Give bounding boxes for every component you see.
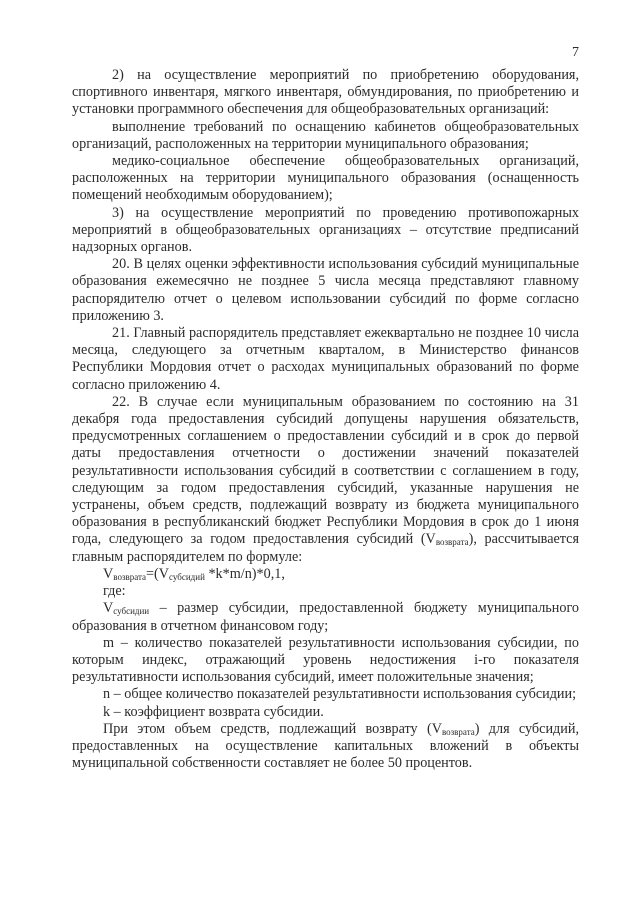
def-v-subsidy <box>72 600 579 634</box>
def-n: n – общее количество показателей результативности использования субсидии; <box>103 686 577 703</box>
para-22-text: 22. В случае если муниципальным образованием по состоянию на 31 декабря года предоставления субсидий допущены нарушения обязательств, предусмотренных соглашением о предоставлении субсидий и в срок до первой даты предоставления отчетности о достижении значений показателей результативности использования субсидий в соответствии с соглашением в году, следующим за годом предоставления субсидий, указанные нарушения не устранены, объем средств, подлежащий возврату из бюджета муниципального образования в республиканский бюджет Республики Мордовия в срок до 1 июня года, следующего за годом предоставления субсидий (V <box>72 393 579 548</box>
page-number: 7 <box>572 45 579 60</box>
para-22-tail: ), рассчитывается главным распорядителем по формуле: <box>72 531 579 565</box>
def-v: V <box>103 600 114 617</box>
def-k: k – коэффициент возврата субсидии. <box>103 703 324 720</box>
formula-where: где: <box>103 583 126 600</box>
para-20: 20. В целях оценки эффективности использования субсидий муниципальные образования ежемесячно не позднее 5 числа месяца представляют главному распорядителю отчет о целевом использовании субсидий по форме согласно приложению 3. <box>72 256 579 324</box>
para-fire-safety: 3) на осуществление мероприятий по проведению противопожарных мероприятий в общеобразовательных организациях – отсутствие предписаний надзорных органов. <box>72 204 579 256</box>
formula-sub-subsidy: субсидий <box>169 571 205 582</box>
formula-v: V <box>103 565 114 582</box>
formula-eq: =(V <box>146 565 170 582</box>
document-body <box>72 67 579 772</box>
para-21: 21. Главный распорядитель представляет ежеквартально не позднее 10 числа месяца, следующего за отчетным кварталом, в Министерство финансов Республики Мордовия отчет о расходах муниципальных образований по форме согласно приложению 4. <box>72 325 579 393</box>
final-sub: возврата <box>441 726 475 737</box>
def-m: m – количество показателей результативности использования субсидии, по которым индекс, отражающий уровень недостижения i-го показателя результативности использования субсидий, имеет положительные значения; <box>72 634 579 686</box>
formula-rest: *k*m/n)*0,1, <box>204 565 285 582</box>
formula-sub-return: возврата <box>113 571 147 582</box>
final-head: При этом объем средств, подлежащий возврату (V <box>103 720 442 737</box>
para-medical-social: медико-социальное обеспечение общеобразовательных организаций, расположенных на территории муниципального образования (оснащенность помещений необходимым оборудованием); <box>72 153 579 204</box>
final-tail: ) для субсидий, предоставленных на осуществление капитальных вложений в объекты муниципальной собственности составляет не более 50 процентов. <box>72 720 579 772</box>
para-office-requirements: выполнение требований по оснащению кабинетов общеобразовательных организаций, расположенных на территории муниципального образования; <box>72 118 579 152</box>
def-v-sub: субсидии <box>113 606 150 617</box>
final-paragraph <box>72 721 579 773</box>
para-22-subscript: возврата <box>435 537 469 548</box>
para-22 <box>72 394 579 566</box>
para-equipment-purchase: 2) на осуществление мероприятий по приобретению оборудования, спортивного инвентаря, мягкого инвентаря, обмундирования, по приобретению и установки программного обеспечения для общеобразовательных организаций: <box>72 67 579 118</box>
return-formula <box>72 566 579 583</box>
def-v-text: – размер субсидии, предоставленной бюджету муниципального образования в отчетном финансовом году; <box>72 600 579 634</box>
